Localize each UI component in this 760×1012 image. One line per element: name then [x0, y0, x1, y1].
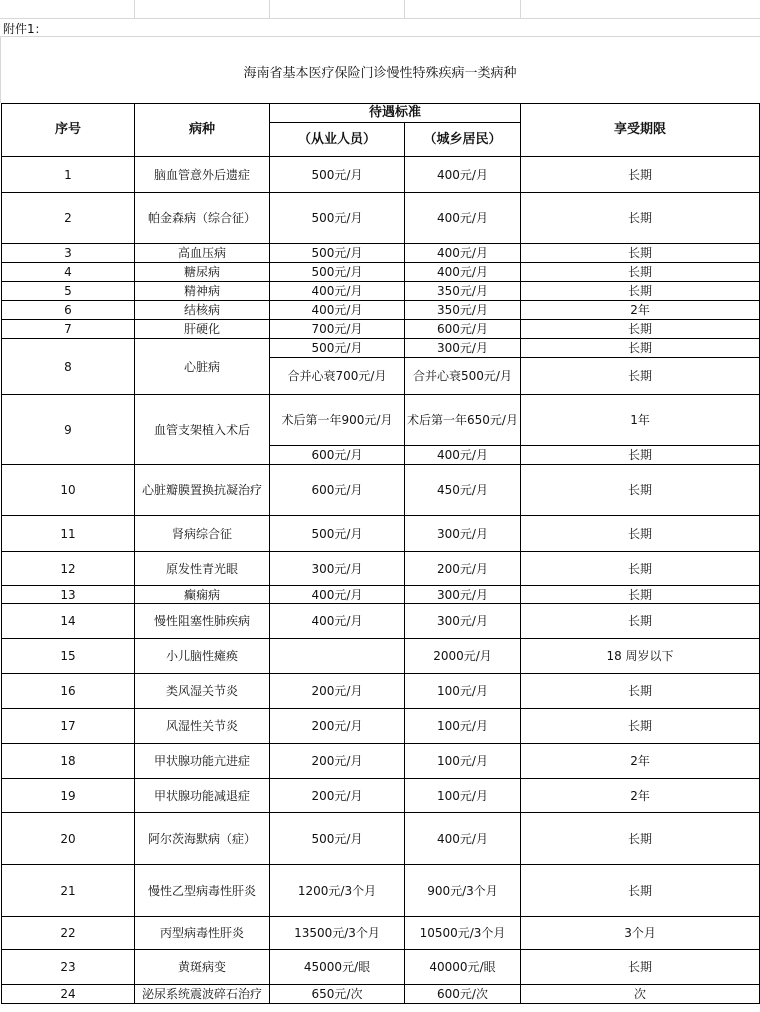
employee-standard-cell[interactable]: 1200元/3个月: [270, 865, 405, 917]
table-row: [2, 339, 760, 358]
employee-standard-cell[interactable]: 13500元/3个月: [270, 917, 405, 950]
period-cell[interactable]: 2年: [521, 301, 760, 320]
period-cell[interactable]: 长期: [521, 193, 760, 244]
disease-cell[interactable]: 黄斑病变: [135, 950, 270, 985]
table-row: [2, 244, 760, 263]
employee-standard-cell[interactable]: 500元/月: [270, 813, 405, 865]
header-employee[interactable]: （从业人员）: [270, 123, 405, 157]
row-number-cell[interactable]: 14: [2, 604, 135, 639]
row-number-cell[interactable]: 3: [2, 244, 135, 263]
employee-standard-cell[interactable]: 术后第一年900元/月: [270, 395, 405, 446]
period-cell[interactable]: 长期: [521, 674, 760, 709]
resident-standard-cell[interactable]: 10500元/3个月: [405, 917, 521, 950]
employee-standard-cell[interactable]: 合并心衰700元/月: [270, 358, 405, 395]
disease-table: [1, 103, 760, 1004]
resident-standard-cell[interactable]: 400元/月: [405, 813, 521, 865]
table-row: [2, 465, 760, 516]
period-cell[interactable]: 长期: [521, 586, 760, 604]
table-row: [2, 586, 760, 604]
row-number-cell[interactable]: 21: [2, 865, 135, 917]
row-number-cell[interactable]: 17: [2, 709, 135, 744]
disease-cell[interactable]: 慢性乙型病毒性肝炎: [135, 865, 270, 917]
table-row: [2, 917, 760, 950]
resident-standard-cell[interactable]: 350元/月: [405, 282, 521, 301]
employee-standard-cell[interactable]: 700元/月: [270, 320, 405, 339]
header-period[interactable]: 享受期限: [521, 104, 760, 157]
period-cell[interactable]: 长期: [521, 446, 760, 465]
resident-standard-cell[interactable]: 400元/月: [405, 446, 521, 465]
period-cell[interactable]: 3个月: [521, 917, 760, 950]
row-number-cell[interactable]: 18: [2, 744, 135, 779]
period-cell[interactable]: 长期: [521, 263, 760, 282]
employee-standard-cell[interactable]: 400元/月: [270, 282, 405, 301]
row-number-cell[interactable]: 1: [2, 157, 135, 193]
resident-standard-cell[interactable]: 900元/3个月: [405, 865, 521, 917]
period-cell[interactable]: 长期: [521, 157, 760, 193]
row-number-cell[interactable]: 16: [2, 674, 135, 709]
employee-standard-cell[interactable]: 400元/月: [270, 586, 405, 604]
annex-label: 附件1：: [3, 22, 47, 36]
row-number-cell[interactable]: 13: [2, 586, 135, 604]
table-row: [2, 157, 760, 193]
resident-standard-cell[interactable]: 100元/月: [405, 709, 521, 744]
period-cell[interactable]: 长期: [521, 465, 760, 516]
disease-cell[interactable]: 丙型病毒性肝炎: [135, 917, 270, 950]
row-number-cell[interactable]: 19: [2, 779, 135, 813]
employee-standard-cell[interactable]: 500元/月: [270, 263, 405, 282]
row-number-cell[interactable]: 20: [2, 813, 135, 865]
disease-cell[interactable]: 肝硬化: [135, 320, 270, 339]
period-cell[interactable]: 2年: [521, 779, 760, 813]
employee-standard-cell[interactable]: 45000元/眼: [270, 950, 405, 985]
header-standard[interactable]: 待遇标准: [270, 104, 521, 123]
resident-standard-cell[interactable]: 40000元/眼: [405, 950, 521, 985]
employee-standard-cell[interactable]: 200元/月: [270, 674, 405, 709]
disease-cell[interactable]: 类风湿关节炎: [135, 674, 270, 709]
resident-standard-cell[interactable]: 100元/月: [405, 674, 521, 709]
header-no[interactable]: 序号: [2, 104, 135, 157]
resident-standard-cell[interactable]: 600元/月: [405, 320, 521, 339]
disease-cell[interactable]: 小儿脑性瘫痪: [135, 639, 270, 674]
resident-standard-cell[interactable]: 100元/月: [405, 744, 521, 779]
disease-cell[interactable]: 泌尿系统震波碎石治疗: [135, 985, 270, 1004]
employee-standard-cell[interactable]: 600元/月: [270, 446, 405, 465]
disease-cell[interactable]: 慢性阻塞性肺疾病: [135, 604, 270, 639]
table-row: [2, 301, 760, 320]
period-cell[interactable]: 长期: [521, 358, 760, 395]
table-row: [2, 395, 760, 446]
table-row: [2, 639, 760, 674]
disease-cell[interactable]: 癫痫病: [135, 586, 270, 604]
resident-standard-cell[interactable]: 350元/月: [405, 301, 521, 320]
period-cell[interactable]: 2年: [521, 744, 760, 779]
resident-standard-cell[interactable]: 2000元/月: [405, 639, 521, 674]
employee-standard-cell[interactable]: 500元/月: [270, 157, 405, 193]
resident-standard-cell[interactable]: 400元/月: [405, 244, 521, 263]
page-title: 海南省基本医疗保险门诊慢性特殊疾病一类病种: [243, 66, 517, 81]
table-row: [2, 282, 760, 301]
period-cell[interactable]: 长期: [521, 552, 760, 586]
disease-cell[interactable]: 肾病综合征: [135, 516, 270, 552]
disease-cell[interactable]: 心脏瓣膜置换抗凝治疗: [135, 465, 270, 516]
disease-cell[interactable]: 原发性青光眼: [135, 552, 270, 586]
disease-cell[interactable]: 血管支架植入术后: [135, 395, 270, 465]
resident-standard-cell[interactable]: 600元/次: [405, 985, 521, 1004]
table-row: [2, 779, 760, 813]
period-cell[interactable]: 长期: [521, 244, 760, 263]
disease-cell[interactable]: 糖尿病: [135, 263, 270, 282]
row-number-cell[interactable]: 10: [2, 465, 135, 516]
period-cell[interactable]: 长期: [521, 865, 760, 917]
employee-standard-cell[interactable]: 400元/月: [270, 604, 405, 639]
employee-standard-cell[interactable]: 650元/次: [270, 985, 405, 1004]
employee-standard-cell[interactable]: 600元/月: [270, 465, 405, 516]
disease-cell[interactable]: 高血压病: [135, 244, 270, 263]
resident-standard-cell[interactable]: 300元/月: [405, 604, 521, 639]
disease-cell[interactable]: 脑血管意外后遗症: [135, 157, 270, 193]
table-row: [2, 674, 760, 709]
resident-standard-cell[interactable]: 300元/月: [405, 516, 521, 552]
period-cell[interactable]: 长期: [521, 320, 760, 339]
period-cell[interactable]: 长期: [521, 709, 760, 744]
employee-standard-cell[interactable]: 200元/月: [270, 744, 405, 779]
table-row: [2, 320, 760, 339]
disease-cell[interactable]: 帕金森病（综合征）: [135, 193, 270, 244]
disease-cell[interactable]: 结核病: [135, 301, 270, 320]
row-number-cell[interactable]: 8: [2, 339, 135, 395]
table-row: [2, 516, 760, 552]
period-cell[interactable]: 长期: [521, 339, 760, 358]
employee-standard-cell[interactable]: [270, 639, 405, 674]
table-row: [2, 193, 760, 244]
row-number-cell[interactable]: 9: [2, 395, 135, 465]
table-row: [2, 709, 760, 744]
table-row: [2, 263, 760, 282]
employee-standard-cell[interactable]: 200元/月: [270, 709, 405, 744]
disease-cell[interactable]: 风湿性关节炎: [135, 709, 270, 744]
table-row: [2, 604, 760, 639]
resident-standard-cell[interactable]: 400元/月: [405, 193, 521, 244]
header-disease[interactable]: 病种: [135, 104, 270, 157]
period-cell[interactable]: 长期: [521, 813, 760, 865]
resident-standard-cell[interactable]: 400元/月: [405, 157, 521, 193]
row-number-cell[interactable]: 12: [2, 552, 135, 586]
period-cell[interactable]: 长期: [521, 950, 760, 985]
table-row: [2, 985, 760, 1004]
row-number-cell[interactable]: 11: [2, 516, 135, 552]
header-resident[interactable]: （城乡居民）: [405, 123, 521, 157]
employee-standard-cell[interactable]: 200元/月: [270, 779, 405, 813]
period-cell[interactable]: 1年: [521, 395, 760, 446]
employee-standard-cell[interactable]: 500元/月: [270, 339, 405, 358]
row-number-cell[interactable]: 6: [2, 301, 135, 320]
table-row: [2, 744, 760, 779]
resident-standard-cell[interactable]: 合并心衰500元/月: [405, 358, 521, 395]
period-cell[interactable]: 长期: [521, 282, 760, 301]
resident-standard-cell[interactable]: 300元/月: [405, 586, 521, 604]
row-number-cell[interactable]: 22: [2, 917, 135, 950]
row-number-cell[interactable]: 2: [2, 193, 135, 244]
disease-cell[interactable]: 甲状腺功能减退症: [135, 779, 270, 813]
period-cell[interactable]: 18 周岁以下: [521, 639, 760, 674]
resident-standard-cell[interactable]: 术后第一年650元/月: [405, 395, 521, 446]
table-row: [2, 552, 760, 586]
employee-standard-cell[interactable]: 400元/月: [270, 301, 405, 320]
row-number-cell[interactable]: 24: [2, 985, 135, 1004]
row-number-cell[interactable]: 23: [2, 950, 135, 985]
period-cell[interactable]: 长期: [521, 516, 760, 552]
disease-cell[interactable]: 甲状腺功能亢进症: [135, 744, 270, 779]
row-number-cell[interactable]: 15: [2, 639, 135, 674]
resident-standard-cell[interactable]: 100元/月: [405, 779, 521, 813]
disease-cell[interactable]: 阿尔茨海默病（症）: [135, 813, 270, 865]
table-row: [2, 865, 760, 917]
employee-standard-cell[interactable]: 300元/月: [270, 552, 405, 586]
disease-cell[interactable]: 心脏病: [135, 339, 270, 395]
employee-standard-cell[interactable]: 500元/月: [270, 244, 405, 263]
row-number-cell[interactable]: 7: [2, 320, 135, 339]
resident-standard-cell[interactable]: 200元/月: [405, 552, 521, 586]
row-number-cell[interactable]: 5: [2, 282, 135, 301]
table-row: [2, 813, 760, 865]
resident-standard-cell[interactable]: 400元/月: [405, 263, 521, 282]
row-number-cell[interactable]: 4: [2, 263, 135, 282]
employee-standard-cell[interactable]: 500元/月: [270, 516, 405, 552]
disease-cell[interactable]: 精神病: [135, 282, 270, 301]
sheet-top-gridlines: [0, 0, 760, 19]
table-row: [2, 950, 760, 985]
employee-standard-cell[interactable]: 500元/月: [270, 193, 405, 244]
period-cell[interactable]: 长期: [521, 604, 760, 639]
resident-standard-cell[interactable]: 300元/月: [405, 339, 521, 358]
period-cell[interactable]: 次: [521, 985, 760, 1004]
resident-standard-cell[interactable]: 450元/月: [405, 465, 521, 516]
